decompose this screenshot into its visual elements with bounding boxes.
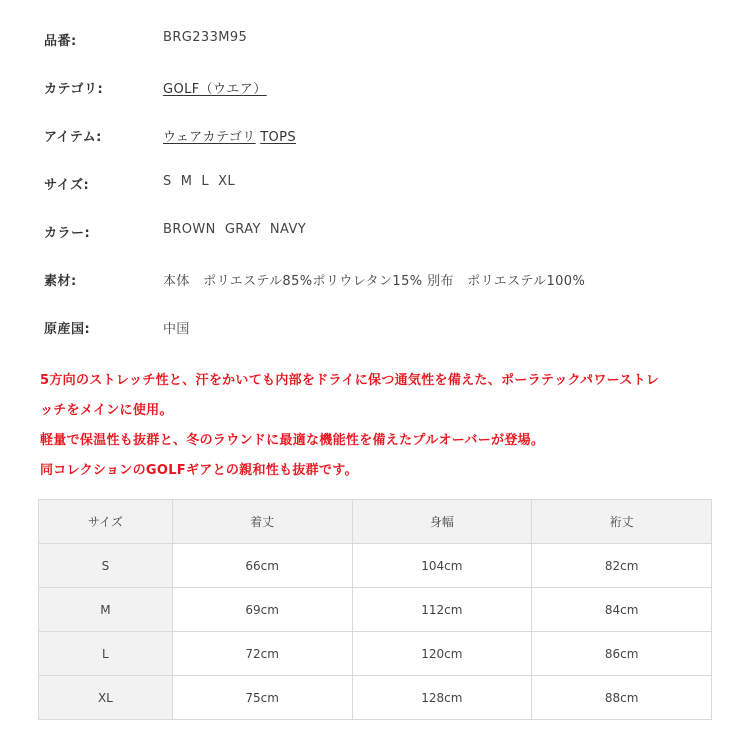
product-number-value: BRG233M95 [163, 30, 248, 45]
cell-chest-width: 112cm [352, 588, 532, 632]
spec-label: サイズ: [44, 178, 90, 193]
spec-row-item [0, 120, 750, 168]
category-link[interactable]: GOLF（ウエア） [163, 82, 267, 97]
description-line: 5方向のストレッチ性と、汗をかいても内部をドライに保つ通気性を備えた、ポーラテックパワーストレ [40, 373, 660, 388]
product-spec-list [0, 24, 750, 360]
cell-size: M [39, 588, 173, 632]
cell-size: S [39, 544, 173, 588]
spec-row-category [0, 72, 750, 120]
description-line: ッチをメインに使用。 [40, 403, 173, 418]
product-description [40, 366, 730, 486]
header-chest-width: 身幅 [352, 500, 532, 544]
table-row [39, 544, 712, 588]
cell-size: L [39, 632, 173, 676]
colors-value: BROWN GRAY NAVY [163, 222, 307, 237]
spec-row-material [0, 264, 750, 312]
spec-label: 原産国: [44, 322, 91, 337]
spec-label: カラー: [44, 226, 91, 241]
cell-length: 69cm [172, 588, 352, 632]
cell-size: XL [39, 676, 173, 720]
spec-label: 素材: [44, 274, 77, 289]
item-value [163, 126, 296, 145]
category-value [163, 78, 267, 97]
cell-sleeve-length: 88cm [532, 676, 712, 720]
sizes-value: S M L XL [163, 174, 236, 189]
cell-length: 66cm [172, 544, 352, 588]
cell-sleeve-length: 86cm [532, 632, 712, 676]
spec-label: アイテム: [44, 130, 102, 145]
cell-length: 72cm [172, 632, 352, 676]
cell-chest-width: 120cm [352, 632, 532, 676]
spec-row-origin [0, 312, 750, 360]
description-line: 軽量で保温性も抜群と、冬のラウンドに最適な機能性を備えたプルオーバーが登場。 [40, 433, 545, 448]
description-line: 同コレクションのGOLFギアとの親和性も抜群です。 [40, 463, 358, 478]
cell-length: 75cm [172, 676, 352, 720]
header-length: 着丈 [172, 500, 352, 544]
spec-row-sizes [0, 168, 750, 216]
table-row [39, 676, 712, 720]
table-row [39, 632, 712, 676]
origin-value: 中国 [163, 322, 190, 337]
table-row [39, 588, 712, 632]
header-sleeve-length: 裄丈 [532, 500, 712, 544]
tops-link[interactable]: TOPS [260, 130, 297, 145]
material-value: 本体 ポリエステル85%ポリウレタン15% 別布 ポリエステル100% [163, 274, 586, 289]
cell-sleeve-length: 84cm [532, 588, 712, 632]
spec-label: 品番: [44, 34, 77, 49]
spec-row-product-number [0, 24, 750, 72]
cell-chest-width: 104cm [352, 544, 532, 588]
header-size: サイズ [39, 500, 173, 544]
wear-category-link[interactable]: ウェアカテゴリ [163, 130, 256, 145]
cell-sleeve-length: 82cm [532, 544, 712, 588]
size-chart-table [38, 499, 712, 720]
spec-label: カテゴリ: [44, 82, 104, 97]
cell-chest-width: 128cm [352, 676, 532, 720]
table-header-row [39, 500, 712, 544]
spec-row-colors [0, 216, 750, 264]
